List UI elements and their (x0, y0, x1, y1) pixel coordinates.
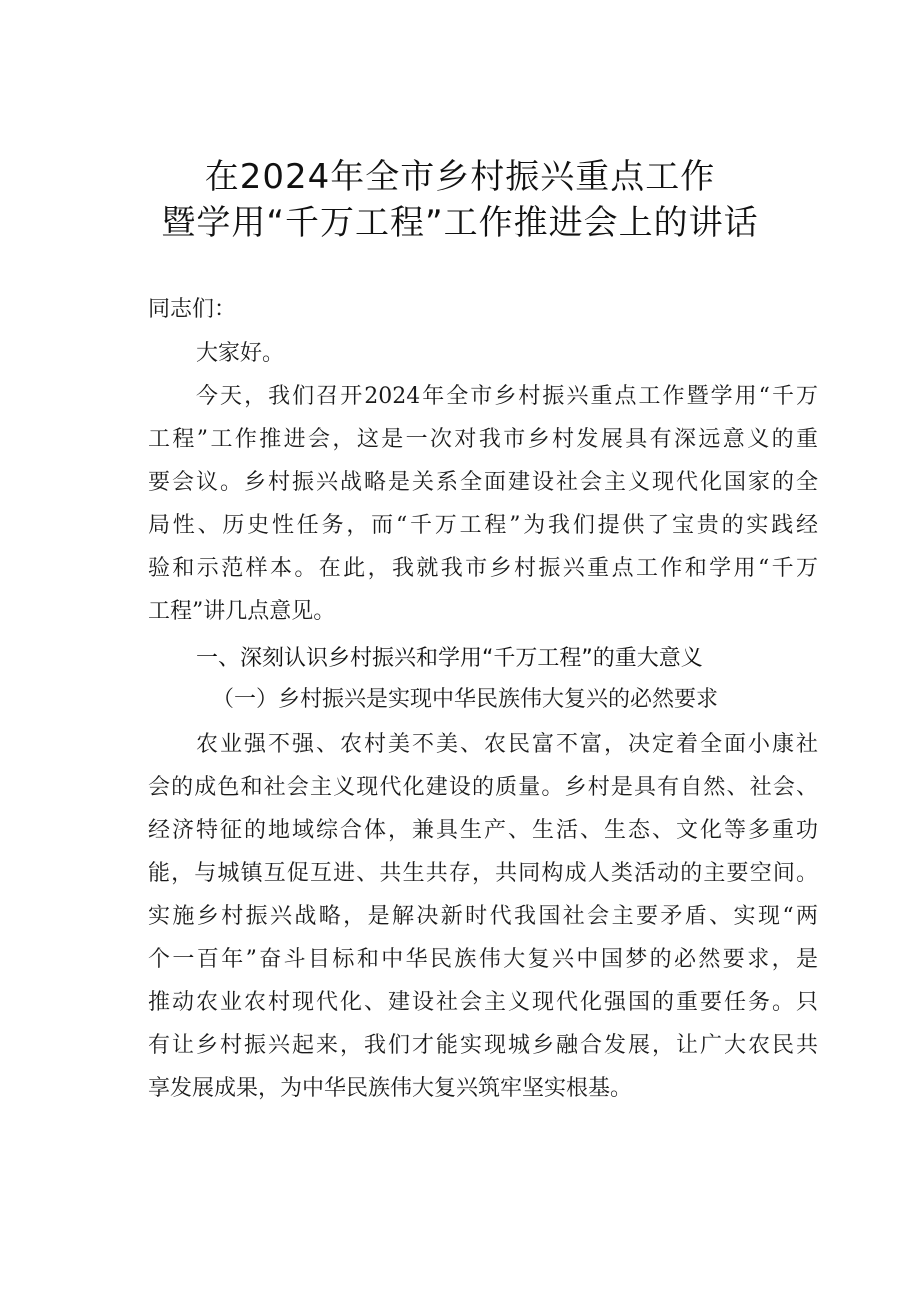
paragraph-line: 实施乡村振兴战略，是解决新时代我国社会主要矛盾、实现“两 (148, 904, 818, 929)
subsection-heading: （一）乡村振兴是实现中华民族伟大复兴的必然要求 (212, 687, 719, 712)
document-title-line-2: 暨学用“千万工程”工作推进会上的讲话 (161, 203, 759, 243)
document-title-line-1: 在2024年全市乡村振兴重点工作 (204, 157, 716, 197)
paragraph-line: 要会议。乡村振兴战略是关系全面建设社会主义现代化国家的全 (148, 470, 818, 495)
paragraph-line: 能，与城镇互促互进、共生共存，共同构成人类活动的主要空间。 (148, 861, 818, 886)
paragraph-line: 个一百年”奋斗目标和中华民族伟大复兴中国梦的必然要求，是 (148, 947, 818, 972)
paragraph-line: 工程”讲几点意见。 (148, 599, 336, 624)
paragraph-line: 局性、历史性任务，而“千万工程”为我们提供了宝贵的实践经 (148, 513, 818, 538)
greeting: 大家好。 (196, 341, 285, 366)
paragraph-line: 经济特征的地域综合体，兼具生产、生活、生态、文化等多重功 (148, 818, 818, 843)
paragraph-line: 会的成色和社会主义现代化建设的质量。乡村是具有自然、社会、 (148, 775, 818, 800)
paragraph-line: 享发展成果，为中华民族伟大复兴筑牢坚实根基。 (148, 1076, 633, 1101)
paragraph-line: 工程”工作推进会，这是一次对我市乡村发展具有深远意义的重 (148, 427, 818, 452)
paragraph-line: 推动农业农村现代化、建设社会主义现代化强国的重要任务。只 (148, 990, 818, 1015)
paragraph-line: 有让乡村振兴起来，我们才能实现城乡融合发展，让广大农民共 (148, 1033, 818, 1058)
paragraph-line: 今天，我们召开2024年全市乡村振兴重点工作暨学用“千万 (196, 384, 818, 409)
paragraph-line: 验和示范样本。在此，我就我市乡村振兴重点工作和学用“千万 (148, 556, 818, 581)
paragraph-line: 农业强不强、农村美不美、农民富不富，决定着全面小康社 (196, 732, 818, 757)
salutation: 同志们： (148, 297, 237, 322)
section-heading: 一、深刻认识乡村振兴和学用“千万工程”的重大意义 (196, 646, 703, 671)
